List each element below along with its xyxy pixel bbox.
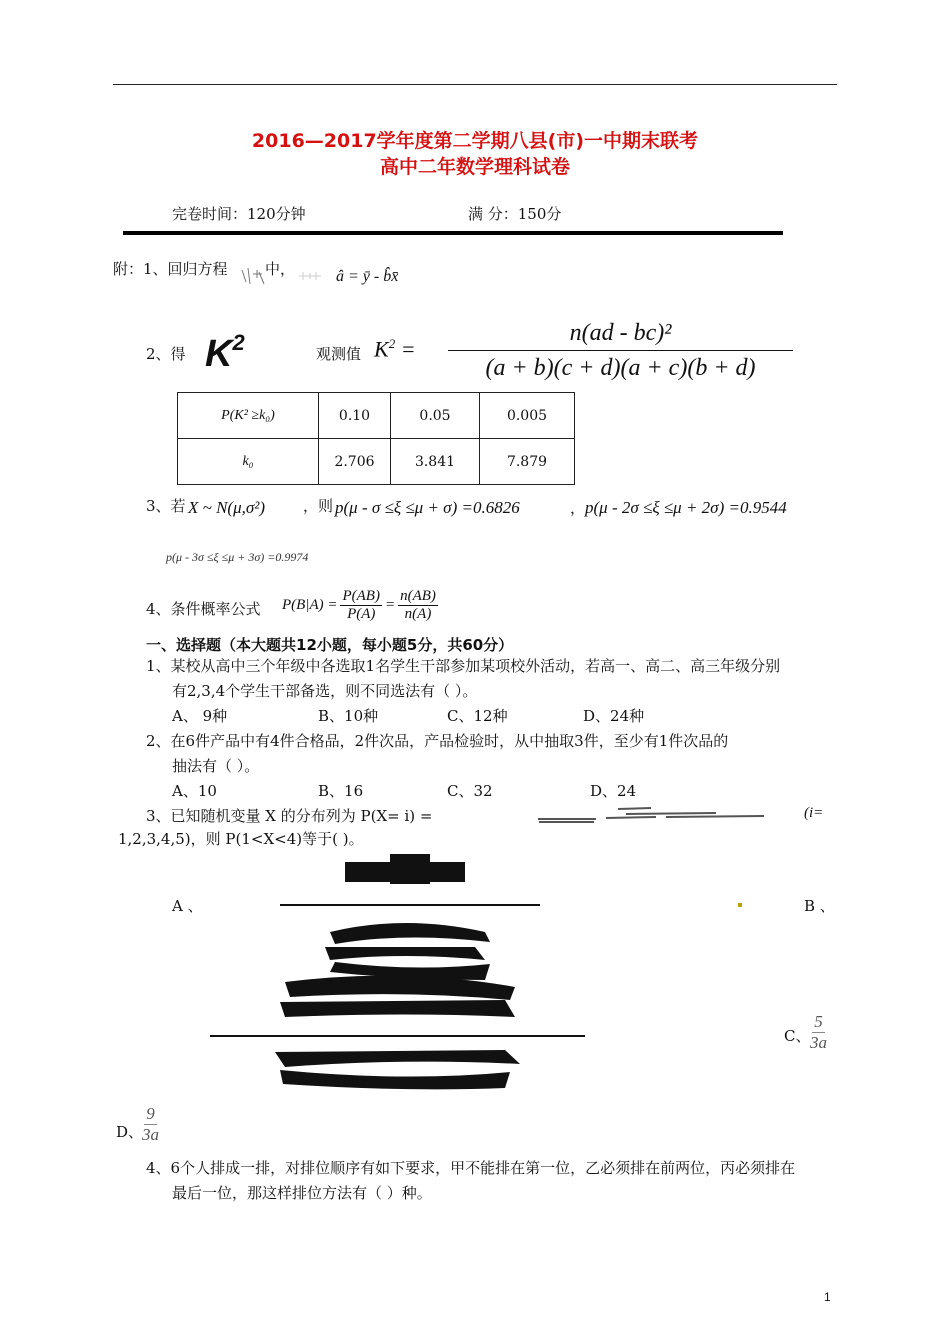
fraction-numerator: n(AB): [400, 587, 436, 604]
table-header-probability: P(K² ≥k₀): [178, 393, 319, 439]
k-squared-symbol: $K^2$: [205, 330, 245, 375]
chi-square-formula: [448, 318, 793, 383]
table-cell: 0.10: [319, 393, 391, 439]
formula-numerator: n(ad - bc)²: [569, 320, 672, 346]
equals-sign: =: [384, 596, 396, 613]
stray-dot: [738, 903, 742, 907]
k-squared-inline: $K^2$ =: [374, 336, 416, 362]
q3-option-d-fraction: [142, 1104, 159, 1145]
q2-option-b: B、16: [318, 782, 364, 800]
q3-option-d: D、: [116, 1123, 144, 1141]
q1-option-c: C、12种: [447, 707, 508, 725]
normal-distribution: X ~ N(μ,σ²): [188, 498, 266, 517]
time-label: 完卷时间：120分钟: [172, 205, 306, 223]
distorted-formula-image: [536, 803, 766, 825]
critical-value-table: [177, 392, 575, 485]
regression-equation-image: [240, 262, 266, 288]
fraction-denominator: 3a: [810, 1033, 827, 1052]
appendix-item4-prefix: 4、条件概率公式: [146, 600, 261, 618]
table-cell: 0.05: [391, 393, 480, 439]
q1-option-b: B、10种: [318, 707, 379, 725]
q2-option-a: A、10: [172, 782, 217, 800]
q2-option-c: C、32: [447, 782, 493, 800]
fraction-denominator: n(A): [404, 605, 432, 622]
q1-option-d: D、24种: [583, 707, 645, 725]
q2-line2: 抽法有（ ）。: [172, 757, 260, 775]
conditional-probability-formula: [282, 582, 438, 628]
table-cell: 3.841: [391, 439, 480, 485]
q2-line1: 2、在6件产品中有4件合格品，2件次品，产品检验时，从中抽取3件，至少有1件次品的: [146, 732, 729, 750]
section-heading: 一、选择题（本大题共12小题，每小题5分，共60分）: [146, 636, 514, 654]
q3-option-b: B 、: [804, 897, 835, 915]
three-sigma-probability: p(μ - 3σ ≤ξ ≤μ + 3σ) =0.9974: [166, 550, 309, 564]
fraction-numerator: 5: [814, 1012, 823, 1031]
formula-lhs: P(B|A) =: [282, 596, 338, 613]
exam-title: 2016—2017学年度第二学期八县(市)一中期末联考: [251, 130, 699, 152]
observed-value-label: 观测值: [316, 345, 362, 363]
q2-option-d: D、24: [590, 782, 637, 800]
fraction-denominator: 3a: [142, 1125, 159, 1144]
q3-option-a: A 、: [172, 897, 203, 915]
fraction-numerator: P(AB): [342, 587, 380, 604]
table-header-k0: k₀: [178, 439, 319, 485]
two-sigma-probability: p(μ - 2σ ≤ξ ≤μ + 2σ) =0.9544: [585, 498, 787, 517]
q1-option-a: A、 9种: [172, 707, 228, 725]
appendix-item3-then: ，则: [303, 497, 334, 515]
table-cell: 7.879: [480, 439, 575, 485]
table-cell: 2.706: [319, 439, 391, 485]
fraction-n: [398, 588, 438, 623]
appendix-item3-prefix: 3、若: [146, 497, 186, 515]
score-label: 满 分：150分: [468, 205, 562, 223]
separator-comma: ，: [570, 499, 586, 517]
q3-option-c-fraction: [810, 1012, 827, 1053]
fraction-p: [340, 588, 381, 623]
intercept-formula: â = ȳ - b̂x̄: [336, 268, 399, 285]
appendix-item2-prefix: 2、得: [146, 345, 186, 363]
table-cell: 0.005: [480, 393, 575, 439]
q3-line1: 3、已知随机变量 X 的分布列为 P(X= i) =: [146, 807, 433, 825]
exam-subtitle: 高中二年数学理科试卷: [379, 156, 570, 178]
fraction-numerator: 9: [146, 1104, 155, 1123]
q3-option-c: C、: [784, 1027, 811, 1045]
header-rule: [123, 231, 783, 235]
distorted-fraction-image: [205, 852, 585, 1094]
appendix-item1-prefix: 附：1、回归方程: [113, 260, 228, 278]
q3-line2: 1,2,3,4,5)，则 P(1<X<4)等于( )。: [118, 830, 364, 848]
one-sigma-probability: p(μ - σ ≤ξ ≤μ + σ) =0.6826: [335, 498, 520, 517]
q1-line1: 1、某校从高中三个年级中各选取1名学生干部参加某项校外活动，若高一、高二、高三年级分别: [146, 657, 781, 675]
q1-line2: 有2,3,4个学生干部备选，则不同选法有（ ）。: [172, 682, 478, 700]
q4-line1: 4、6个人排成一排，对排位顺序有如下要求，甲不能排在第一位，乙必须排在前两位，丙必须排在: [146, 1159, 796, 1177]
fraction-denominator: P(A): [347, 605, 376, 622]
q4-line2: 最后一位，那这样排位方法有（ ）种。: [172, 1184, 432, 1202]
q3-line1-end: (i=: [804, 805, 824, 821]
page-number: 1: [824, 1290, 831, 1304]
formula-denominator: (a + b)(c + d)(a + c)(b + d): [485, 355, 756, 381]
faint-formula-image: [298, 268, 322, 280]
appendix-item1-middle: 中，: [265, 260, 296, 278]
top-rule: [113, 84, 837, 85]
